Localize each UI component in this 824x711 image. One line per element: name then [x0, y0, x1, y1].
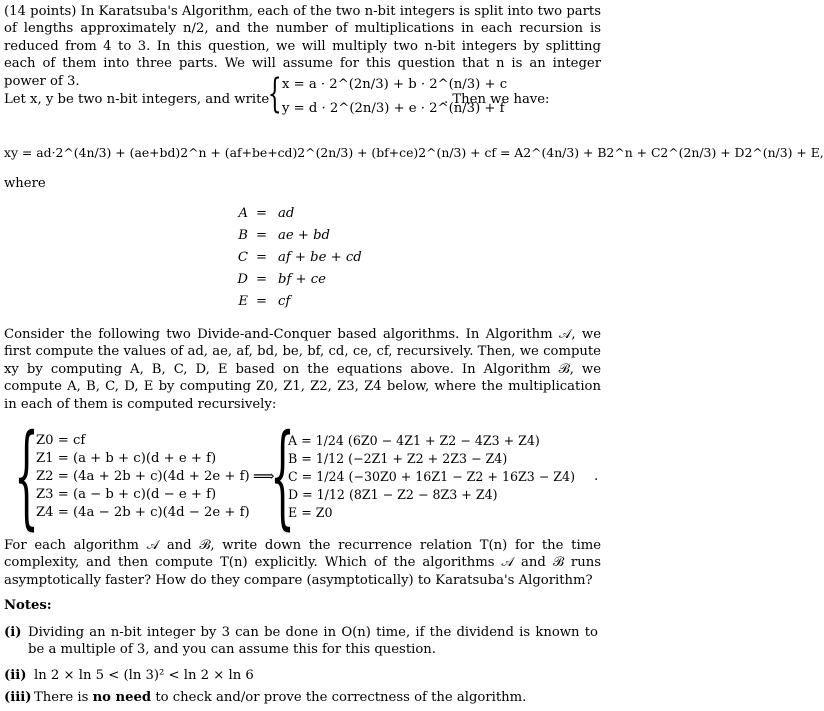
intro-text: (14 points) In Karatsuba's Algorithm, each of the two n-bit integers is split into two parts of lengths approximately n/2, and the number of multiplications in each recursion is reduced from 4 to 3. In this question, we will multiply two n-bit integers by splitting each of them into three parts. We will assume for this question that n is an integer power of 3. [4, 4, 601, 89]
left-brace-icon: { [267, 71, 282, 117]
let-text: Let x, y be two n-bit integers, and write [4, 92, 270, 107]
note-text: There is no need to check and/or prove the correctness of the algorithm. [34, 690, 527, 705]
question-text: For each algorithm 𝒜 and ℬ, write down the recurrence relation T(n) for the time complexity, and then compute T(n) explicitly. Which of the algorithms 𝒜 and ℬ runs asymptotically faster? How do they compare (asymptotically) to Karatsuba's Algorithm? [4, 538, 601, 588]
z-equation: Z4 = (4a − 2b + c)(4d − 2e + f) [36, 505, 250, 520]
abc-left-brace-icon: { [270, 411, 295, 541]
abc-equation: D = 1/12 (8Z1 − Z2 − 8Z3 + Z4) [288, 487, 498, 502]
note-emphasis: no need [92, 690, 152, 705]
where-text: where [4, 176, 46, 191]
consider-paragraph [4, 326, 601, 413]
z-left-brace-icon: { [14, 411, 39, 541]
z-equation: Z2 = (4a + 2b + c)(4d + 2e + f) [36, 469, 250, 484]
note-label: (iii) [4, 690, 32, 705]
z-equation: Z3 = (a − b + c)(d − e + f) [36, 487, 217, 502]
implies-arrow: ⟹ [253, 467, 275, 485]
split-x-equation: x = a · 2^(2n/3) + b · 2^(n/3) + c [282, 77, 508, 92]
z-equation: Z1 = (a + b + c)(d + e + f) [36, 451, 217, 466]
note-text: ln 2 × ln 5 < (ln 3)² < ln 2 × ln 6 [34, 668, 254, 683]
notes-title: Notes: [4, 598, 52, 613]
z-equation: Z0 = cf [36, 433, 86, 448]
note-label: (ii) [4, 668, 27, 683]
question-paragraph [4, 537, 601, 589]
abc-equation: E = Z0 [288, 505, 333, 520]
trailing-dot: . [594, 469, 599, 484]
abc-equation: C = 1/24 (−30Z0 + 16Z1 − Z2 + 16Z3 − Z4) [288, 469, 575, 484]
abc-equation: A = 1/24 (6Z0 − 4Z1 + Z2 − 4Z3 + Z4) [288, 433, 540, 448]
note-label: (i) [4, 625, 22, 640]
split-y-equation: y = d · 2^(2n/3) + e · 2^(n/3) + f [282, 101, 505, 116]
xy-expansion: xy = ad·2^(4n/3) + (ae+bd)2^n + (af+be+cd)2^(2n/3) + (bf+ce)2^(n/3) + cf = A2^(4n/3) + B2^n + C2^(2n/3) + D2^(n/3) + E, [4, 145, 824, 160]
then-text: . Then we have: [444, 92, 550, 107]
note-text: Dividing an n-bit integer by 3 can be done in O(n) time, if the dividend is known to be a multiple of 3, and you can assume this for this question. [28, 625, 598, 658]
consider-text: Consider the following two Divide-and-Conquer based algorithms. In Algorithm 𝒜, we first compute the values of ad, ae, af, bd, be, bf, cd, ce, cf, recursively. Then, we compute xy by computing A, B, C, D, E based on the equations above. In Algorithm ℬ, we compute A, B, C, D, E by computing Z0, Z1, Z2, Z3, Z4 below, where the multiplication in each of them is computed recursively: [4, 327, 601, 412]
abc-equation: B = 1/12 (−2Z1 + Z2 + 2Z3 − Z4) [288, 451, 508, 466]
